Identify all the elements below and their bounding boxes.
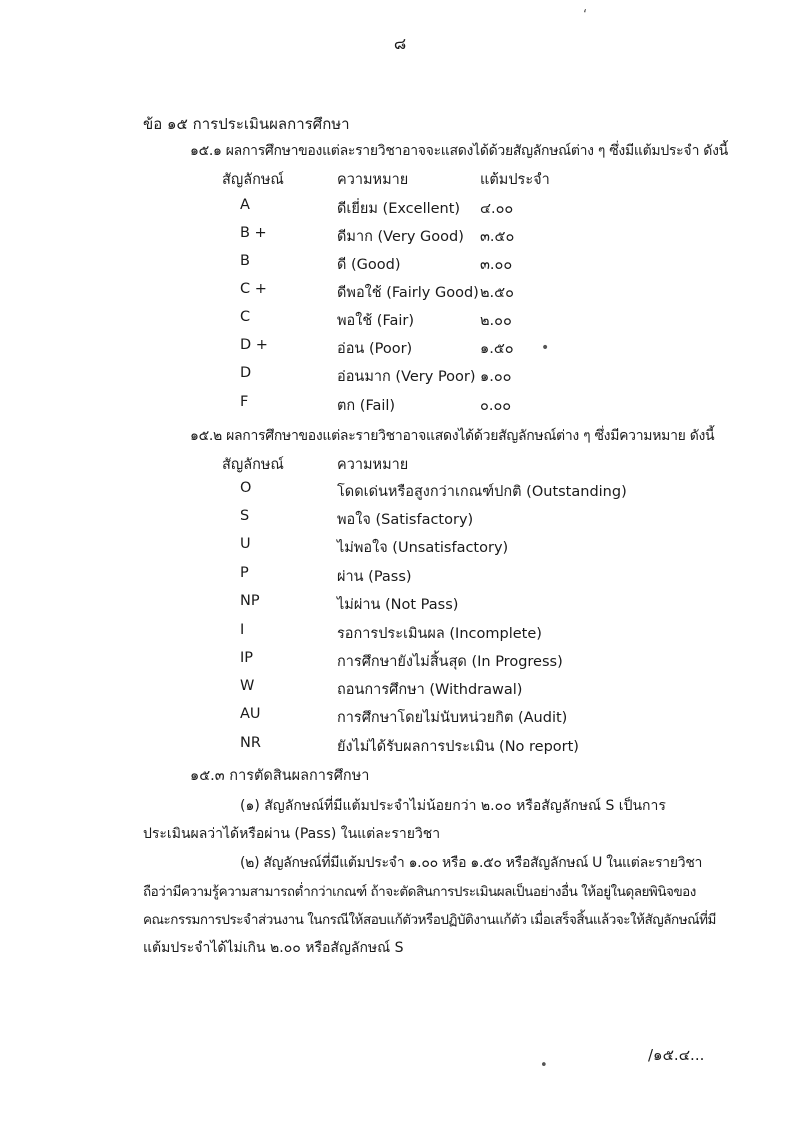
grade-points: ๓.๕๐	[480, 229, 515, 245]
table-row	[0, 706, 800, 730]
status-symbol: W	[240, 678, 255, 694]
table-header-row	[0, 168, 800, 192]
table-row	[0, 593, 800, 617]
status-meaning: ผ่าน (Pass)	[337, 569, 412, 585]
grade-symbol: B +	[240, 225, 267, 241]
grade-meaning: พอใช้ (Fair)	[337, 313, 414, 329]
grade-meaning: ดีพอใช้ (Fairly Good)	[337, 285, 479, 301]
table-row	[0, 508, 800, 532]
page-continuation: /๑๕.๔...	[648, 1046, 705, 1064]
scan-mark: ‘	[583, 8, 588, 23]
status-symbol: U	[240, 536, 251, 552]
table-row	[0, 365, 800, 389]
grade-symbol: C +	[240, 281, 267, 297]
table-row	[0, 394, 800, 418]
grade-symbol: B	[240, 253, 250, 269]
status-meaning: โดดเด่นหรือสูงกว่าเกณฑ์ปกติ (Outstanding)	[337, 484, 627, 500]
table-header-row	[0, 453, 800, 477]
table-row	[0, 309, 800, 333]
status-meaning: ยังไม่ได้รับผลการประเมิน (No report)	[337, 739, 579, 755]
header-meaning: ความหมาย	[337, 457, 409, 473]
status-meaning: พอใจ (Satisfactory)	[337, 512, 474, 528]
grade-symbol: C	[240, 309, 251, 325]
page-number: ๘	[393, 34, 407, 53]
grade-meaning: ดี (Good)	[337, 257, 401, 273]
table-row	[0, 253, 800, 277]
rule-1-line-1: (๑) สัญลักษณ์ที่มีแต้มประจำไม่น้อยกว่า ๒.๐๐ หรือสัญลักษณ์ S เป็นการ	[240, 798, 666, 814]
grade-symbol: F	[240, 394, 249, 410]
header-points: แต้มประจำ	[480, 172, 550, 188]
grade-meaning: อ่อนมาก (Very Poor)	[337, 369, 476, 385]
sub1-heading: ๑๕.๑ ผลการศึกษาของแต่ละรายวิชาอาจจะแสดงได้ด้วยสัญลักษณ์ต่าง ๆ ซึ่งมีแต้มประจำ ดังนี้	[190, 143, 728, 159]
table-row	[0, 281, 800, 305]
scan-mark: •	[540, 1058, 548, 1073]
table-row	[0, 678, 800, 702]
table-row	[0, 565, 800, 589]
table-row	[0, 735, 800, 759]
grade-points: ๑.๕๐	[480, 341, 514, 357]
rule-2-line-4: แต้มประจำได้ไม่เกิน ๒.๐๐ หรือสัญลักษณ์ S	[143, 940, 404, 956]
rule-2-line-1: (๒) สัญลักษณ์ที่มีแต้มประจำ ๑.๐๐ หรือ ๑.๕๐ หรือสัญลักษณ์ U ในแต่ละรายวิชา	[240, 855, 703, 871]
table-row	[0, 480, 800, 504]
status-meaning: การศึกษาโดยไม่นับหน่วยกิต (Audit)	[337, 710, 568, 726]
grade-meaning: ตก (Fail)	[337, 398, 396, 414]
grade-meaning: ดีเยี่ยม (Excellent)	[337, 201, 461, 217]
header-symbol: สัญลักษณ์	[222, 457, 284, 473]
grade-points: ๒.๕๐	[480, 285, 514, 301]
rule-1-line-2: ประเมินผลว่าได้หรือผ่าน (Pass) ในแต่ละรายวิชา	[143, 826, 441, 842]
header-symbol: สัญลักษณ์	[222, 172, 284, 188]
grade-points: ๐.๐๐	[480, 398, 512, 414]
table-row	[0, 536, 800, 560]
table-row	[0, 337, 800, 361]
status-meaning: ถอนการศึกษา (Withdrawal)	[337, 682, 523, 698]
table-row	[0, 197, 800, 221]
status-symbol: O	[240, 480, 252, 496]
status-symbol: IP	[240, 650, 254, 666]
rule-2-line-3: คณะกรรมการประจำส่วนงาน ในกรณีให้สอบแก้ตัวหรือปฏิบัติงานแก้ตัว เมื่อเสร็จสิ้นแล้วจะให้สัญลักษณ์ที่มี	[143, 912, 716, 928]
table-row	[0, 650, 800, 674]
section-title: ข้อ ๑๕ การประเมินผลการศึกษา	[143, 115, 350, 133]
status-symbol: S	[240, 508, 250, 524]
grade-symbol: D +	[240, 337, 268, 353]
table-row	[0, 225, 800, 249]
table-row	[0, 622, 800, 646]
status-meaning: การศึกษายังไม่สิ้นสุด (In Progress)	[337, 654, 563, 670]
status-symbol: NP	[240, 593, 260, 609]
status-symbol: NR	[240, 735, 261, 751]
status-meaning: ไม่ผ่าน (Not Pass)	[337, 597, 459, 613]
status-symbol: I	[240, 622, 245, 638]
scan-mark: •	[541, 340, 550, 356]
grade-symbol: A	[240, 197, 250, 213]
grade-points: ๔.๐๐	[480, 201, 514, 217]
status-symbol: AU	[240, 706, 261, 722]
grade-symbol: D	[240, 365, 252, 381]
status-meaning: ไม่พอใจ (Unsatisfactory)	[337, 540, 509, 556]
grade-meaning: ดีมาก (Very Good)	[337, 229, 464, 245]
grade-points: ๓.๐๐	[480, 257, 513, 273]
status-meaning: รอการประเมินผล (Incomplete)	[337, 626, 542, 642]
header-meaning: ความหมาย	[337, 172, 409, 188]
grade-points: ๑.๐๐	[480, 369, 512, 385]
sub2-heading: ๑๕.๒ ผลการศึกษาของแต่ละรายวิชาอาจแสดงได้ด้วยสัญลักษณ์ต่าง ๆ ซึ่งมีความหมาย ดังนี้	[190, 428, 715, 444]
grade-meaning: อ่อน (Poor)	[337, 341, 413, 357]
status-symbol: P	[240, 565, 249, 581]
grade-points: ๒.๐๐	[480, 313, 512, 329]
rule-2-line-2: ถือว่ามีความรู้ความสามารถต่ำกว่าเกณฑ์ ถ้าจะตัดสินการประเมินผลเป็นอย่างอื่น ให้อยู่ในดุลยพินิจของ	[143, 884, 696, 900]
sub3-heading: ๑๕.๓ การตัดสินผลการศึกษา	[190, 768, 370, 784]
